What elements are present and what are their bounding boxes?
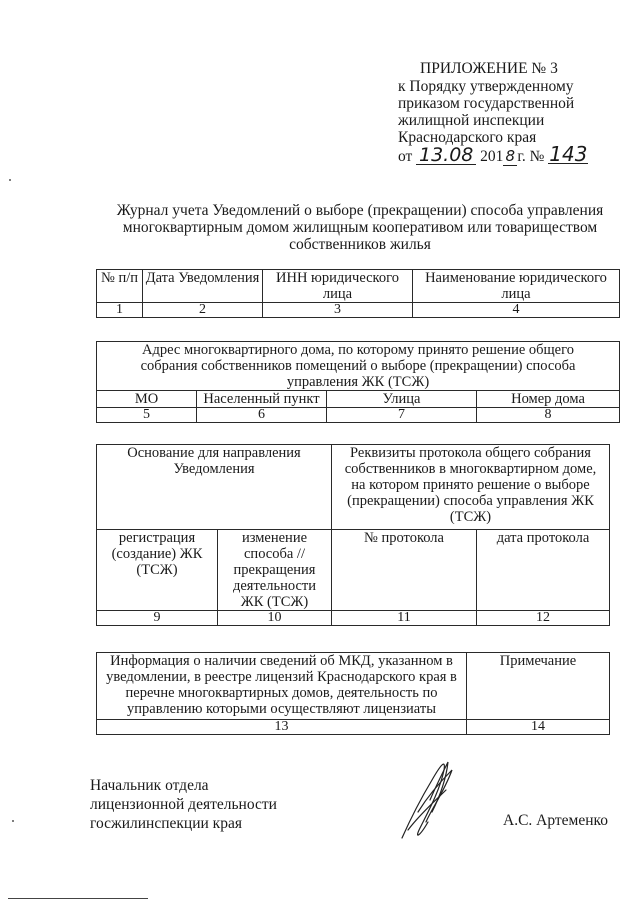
order-date-line: [398, 142, 618, 166]
journal-table-2: [96, 341, 620, 423]
column-number: 8: [477, 408, 620, 423]
position-line: лицензионной деятельности: [90, 796, 277, 813]
group-header: Адрес многоквартирного дома, по которому принято решение общего собрания собственников помещений о выборе (прекращении) способа управления ЖК (ТСЖ): [97, 342, 620, 391]
column-header: Улица: [327, 391, 477, 408]
date-prefix: от: [398, 148, 413, 165]
year-prefix: 201: [480, 148, 504, 165]
year-suffix: г. №: [517, 148, 545, 165]
column-number: 3: [263, 303, 413, 318]
appendix-title: ПРИЛОЖЕНИЕ № 3: [420, 60, 558, 77]
column-header: ИНН юридического лица: [263, 270, 413, 303]
journal-table-4: [96, 652, 610, 735]
column-number: 4: [413, 303, 620, 318]
column-number: 5: [97, 408, 197, 423]
appendix-line: Краснодарского края: [398, 129, 537, 146]
appendix-line: к Порядку утвержденному: [398, 78, 574, 95]
column-number: 12: [477, 611, 610, 626]
column-number: 10: [218, 611, 332, 626]
position-line: Начальник отдела: [90, 777, 209, 794]
column-header: Населенный пункт: [197, 391, 327, 408]
column-header: регистрация (создание) ЖК (ТСЖ): [97, 530, 218, 611]
column-header: Дата Уведомления: [143, 270, 263, 303]
footer-rule: [8, 898, 148, 899]
appendix-line: приказом государственной: [398, 95, 575, 112]
signatory-name: А.С. Артеменко: [503, 812, 609, 829]
column-header: Информация о наличии сведений об МКД, указанном в уведомлении, в реестре лицензий Краснодарского края в перечне многоквартирных домов, деятельность по управлению которыми осуществляют лицензиаты: [97, 653, 467, 720]
column-number: 7: [327, 408, 477, 423]
column-number: 2: [143, 303, 263, 318]
signatory-position: [90, 776, 277, 833]
column-header: Наименование юридического лица: [413, 270, 620, 303]
handwritten-date: 13.08: [416, 147, 476, 165]
group-header: Реквизиты протокола общего собрания собственников в многоквартирном доме, на котором принято решение о выборе (прекращении) способа управления ЖК (ТСЖ): [332, 445, 610, 530]
column-number: 14: [467, 720, 610, 735]
column-header: МО: [97, 391, 197, 408]
column-number: 11: [332, 611, 477, 626]
group-header: Основание для направления Уведомления: [97, 445, 332, 530]
appendix-header: [398, 60, 618, 166]
column-number: 9: [97, 611, 218, 626]
column-header: № п/п: [97, 270, 143, 303]
journal-title: Журнал учета Уведомлений о выборе (прекращении) способа управления многоквартирным домом жилищным кооперативом или товариществом собственников жилья: [116, 202, 604, 253]
appendix-line: жилищной инспекции: [398, 112, 545, 129]
column-header: № протокола: [332, 530, 477, 611]
journal-table-3: [96, 444, 610, 626]
column-number: 13: [97, 720, 467, 735]
column-header: дата протокола: [477, 530, 610, 611]
column-header: Номер дома: [477, 391, 620, 408]
scan-speck: [9, 179, 11, 181]
journal-table-1: [96, 269, 620, 318]
column-number: 1: [97, 303, 143, 318]
handwritten-year-digit: 8: [503, 148, 517, 166]
handwritten-order-number: 143: [549, 142, 588, 166]
position-line: госжилинспекции края: [90, 815, 242, 832]
column-number: 6: [197, 408, 327, 423]
scan-speck: [12, 820, 14, 822]
column-header: изменение способа // прекращения деятельности ЖК (ТСЖ): [218, 530, 332, 611]
column-header: Примечание: [467, 653, 610, 720]
